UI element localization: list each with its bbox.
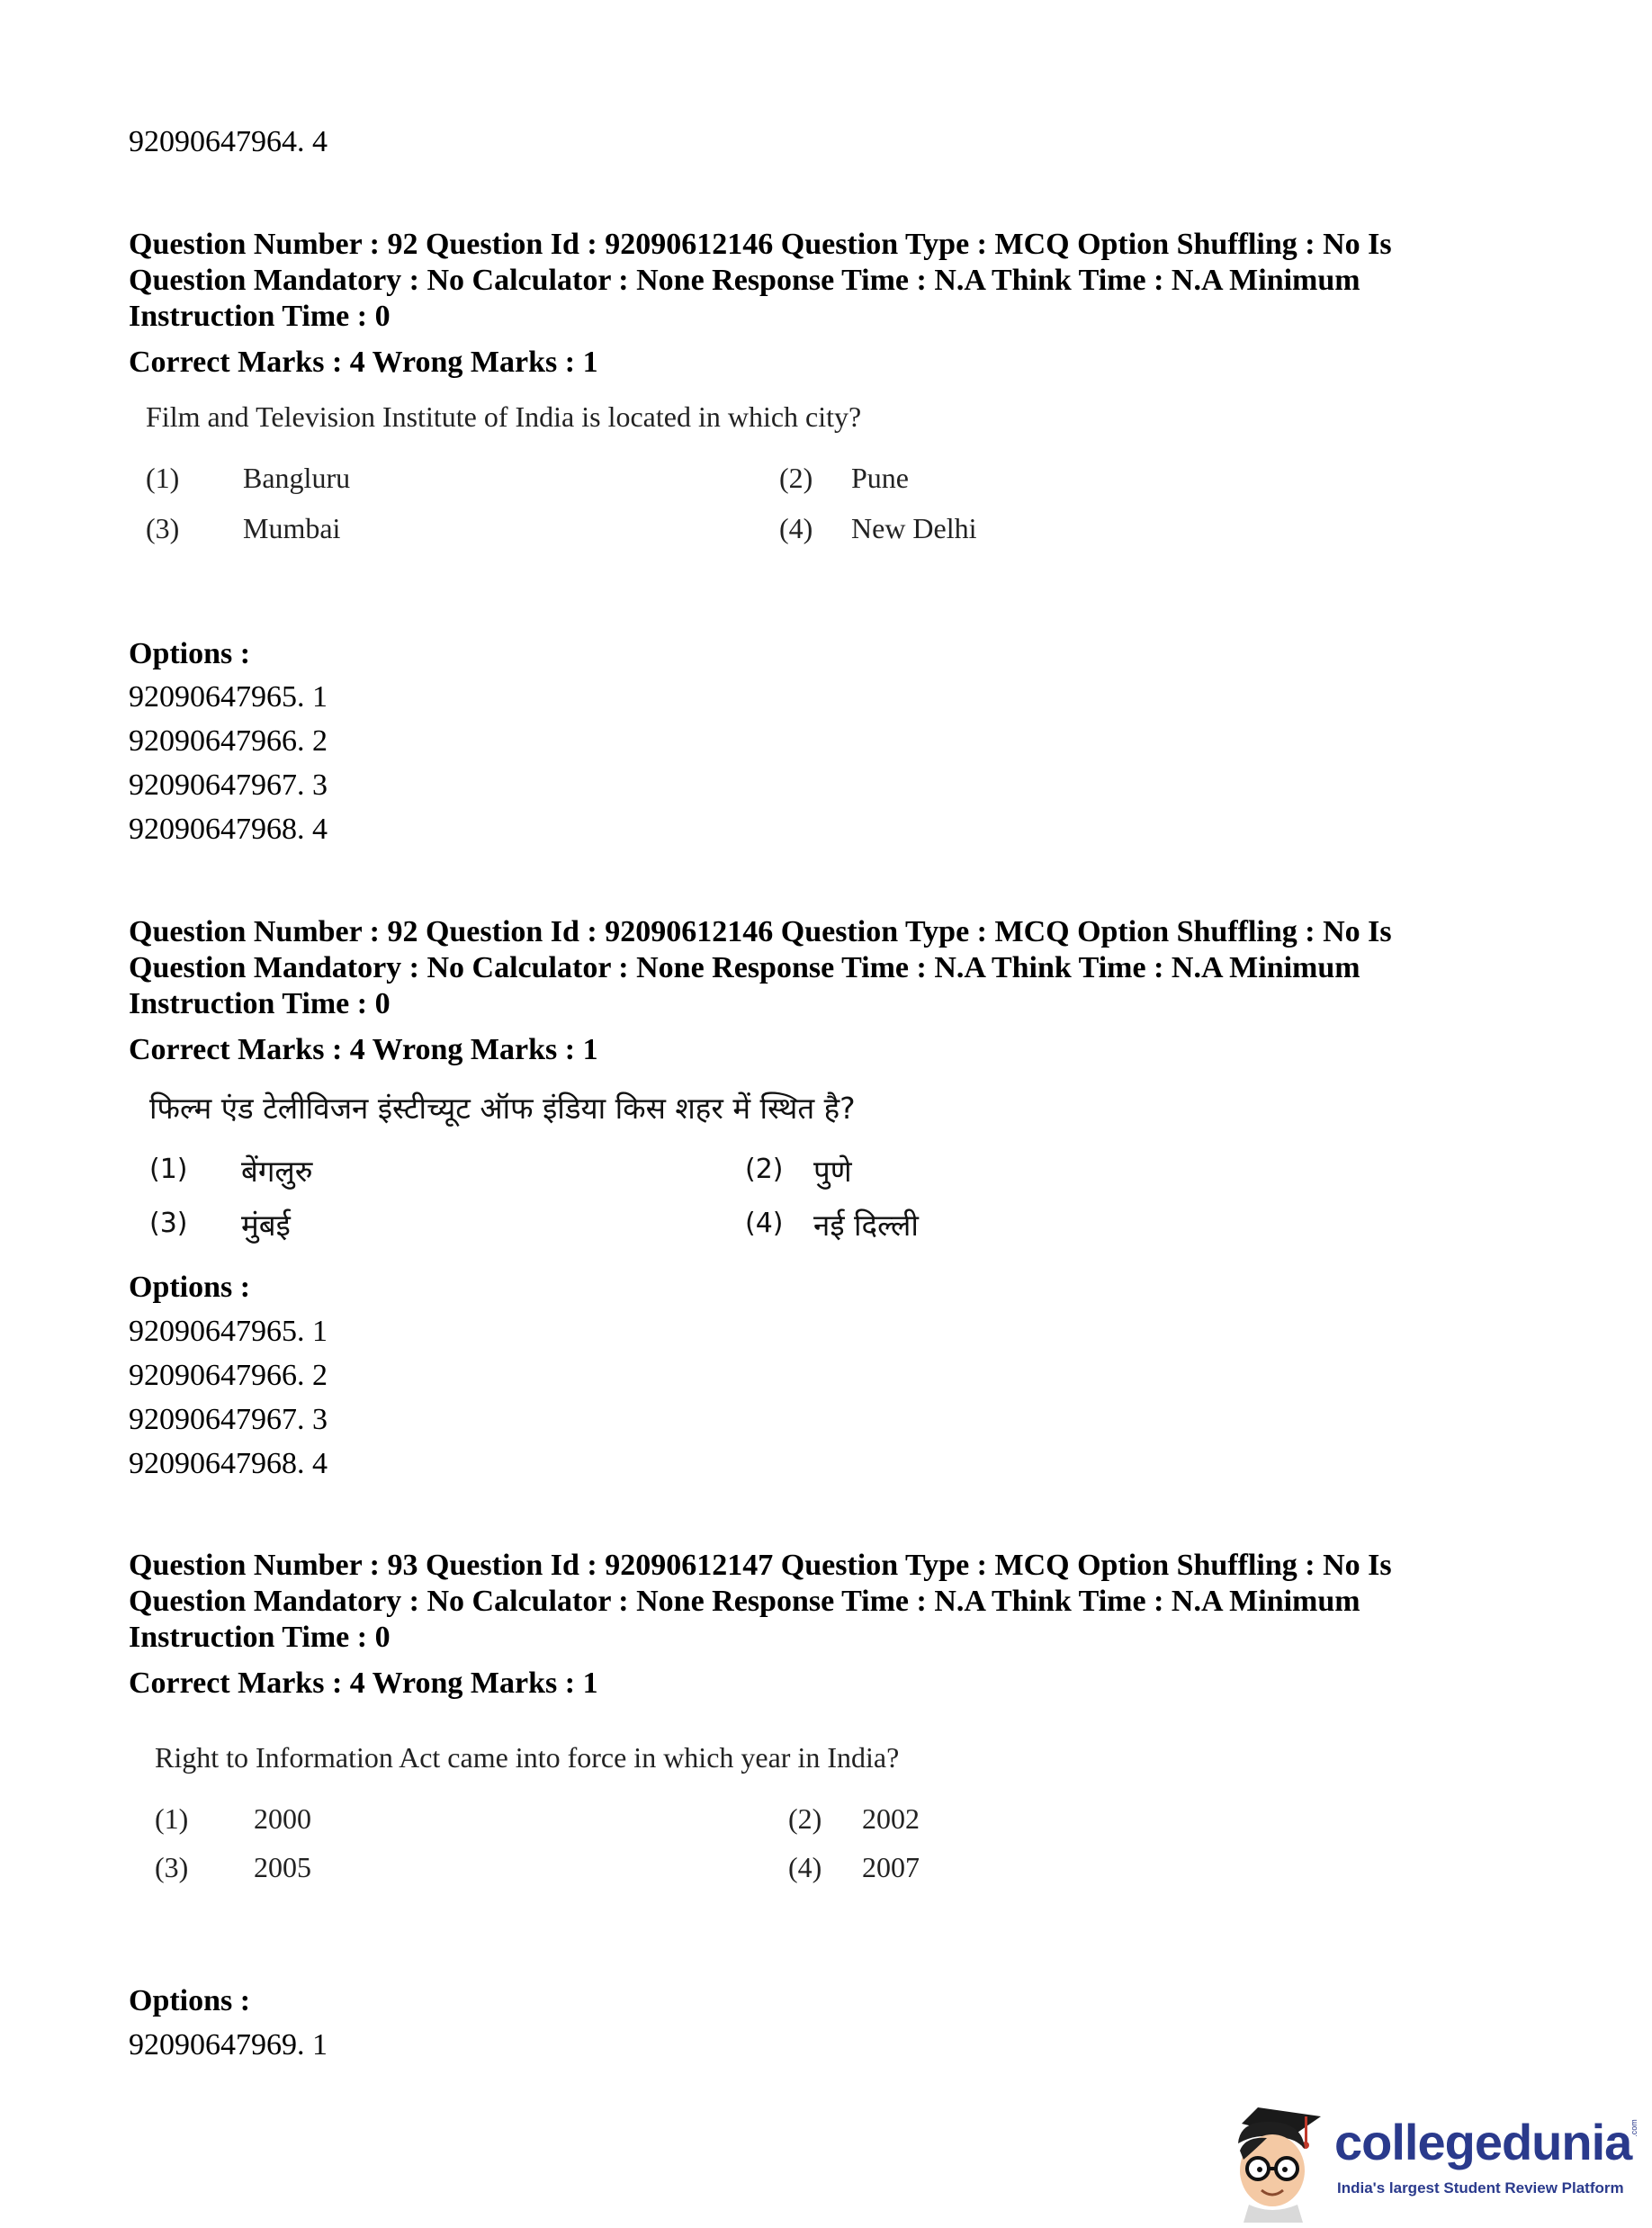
question-meta [129,1548,1532,1656]
meta-line: Question Mandatory : No Calculator : None Response Time : N.A Think Time : N.A Minimum [129,951,1360,984]
choice-number: (2) [788,1802,822,1835]
question-text: Film and Television Institute of India is located in which city? [146,400,862,433]
choice-text: Pune [851,462,909,494]
choice-text: मुंबई [241,1208,291,1243]
option-line: 92090647969. 1 [129,2028,328,2062]
choice-text: 2007 [862,1851,920,1883]
option-line: 92090647965. 1 [129,680,328,714]
meta-line: Question Number : 92 Question Id : 92090612146 Question Type : MCQ Option Shuffling : No Is [129,915,1392,948]
choice-number: (4) [745,1208,784,1239]
choice-number: (2) [745,1154,784,1185]
choice-text: Mumbai [243,512,341,544]
meta-line: Question Mandatory : No Calculator : None Response Time : N.A Think Time : N.A Minimum [129,264,1360,297]
question-meta [129,227,1532,335]
logo-dotcom: .com [1629,2119,1639,2137]
meta-line: Question Number : 93 Question Id : 92090612147 Question Type : MCQ Option Shuffling : No Is [129,1549,1392,1582]
choice-number: (1) [155,1802,189,1835]
logo-tagline: India's largest Student Review Platform [1337,2179,1624,2197]
question-image [155,1741,1055,1903]
option-line: 92090647967. 3 [129,1403,328,1436]
question-text: Right to Information Act came into force in which year in India? [155,1741,900,1774]
mascot-icon [1222,2097,1330,2223]
question-image [146,1087,1046,1258]
choice-text: 2005 [254,1851,311,1883]
choice-text: New Delhi [851,512,977,544]
choice-text: Bangluru [243,462,351,494]
choice-number: (3) [155,1851,189,1883]
meta-line: Question Mandatory : No Calculator : None Response Time : N.A Think Time : N.A Minimum [129,1585,1360,1618]
question-text: फिल्म एंड टेलीविजन इंस्टीच्यूट ऑफ इंडिया किस शहर में स्थित है? [149,1091,856,1126]
choice-number: (3) [146,512,180,544]
meta-line: Instruction Time : 0 [129,1621,391,1654]
choice-text: 2002 [862,1802,920,1835]
choice-text: नई दिल्ली [813,1208,919,1243]
choice-number: (4) [788,1851,822,1883]
marks-line: Correct Marks : 4 Wrong Marks : 1 [129,1033,598,1066]
choice-number: (3) [149,1208,188,1239]
option-line: 92090647965. 1 [129,1315,328,1348]
meta-line: Instruction Time : 0 [129,300,391,333]
choice-number: (1) [146,462,180,494]
options-label: Options : [129,1271,251,1304]
marks-line: Correct Marks : 4 Wrong Marks : 1 [129,346,598,379]
choice-number: (1) [149,1154,188,1185]
collegedunia-logo [1222,2097,1639,2223]
option-line: 92090647966. 2 [129,724,328,758]
option-line: 92090647968. 4 [129,813,328,846]
option-line: 92090647966. 2 [129,1359,328,1392]
choice-number: (4) [779,512,813,544]
question-meta [129,914,1532,1022]
choice-text: पुणे [813,1154,852,1189]
marks-line: Correct Marks : 4 Wrong Marks : 1 [129,1667,598,1700]
option-line: 92090647968. 4 [129,1447,328,1480]
option-line: 92090647964. 4 [129,125,328,158]
choice-number: (2) [779,462,813,494]
choice-text: बेंगलुरु [241,1154,313,1189]
option-line: 92090647967. 3 [129,768,328,802]
choice-text: 2000 [254,1802,311,1835]
options-label: Options : [129,1984,251,2017]
meta-line: Instruction Time : 0 [129,987,391,1020]
meta-line: Question Number : 92 Question Id : 92090612146 Question Type : MCQ Option Shuffling : No Is [129,228,1392,261]
question-image [144,400,1044,562]
options-label: Options : [129,637,251,670]
logo-wordmark: collegedunia [1334,2114,1632,2170]
